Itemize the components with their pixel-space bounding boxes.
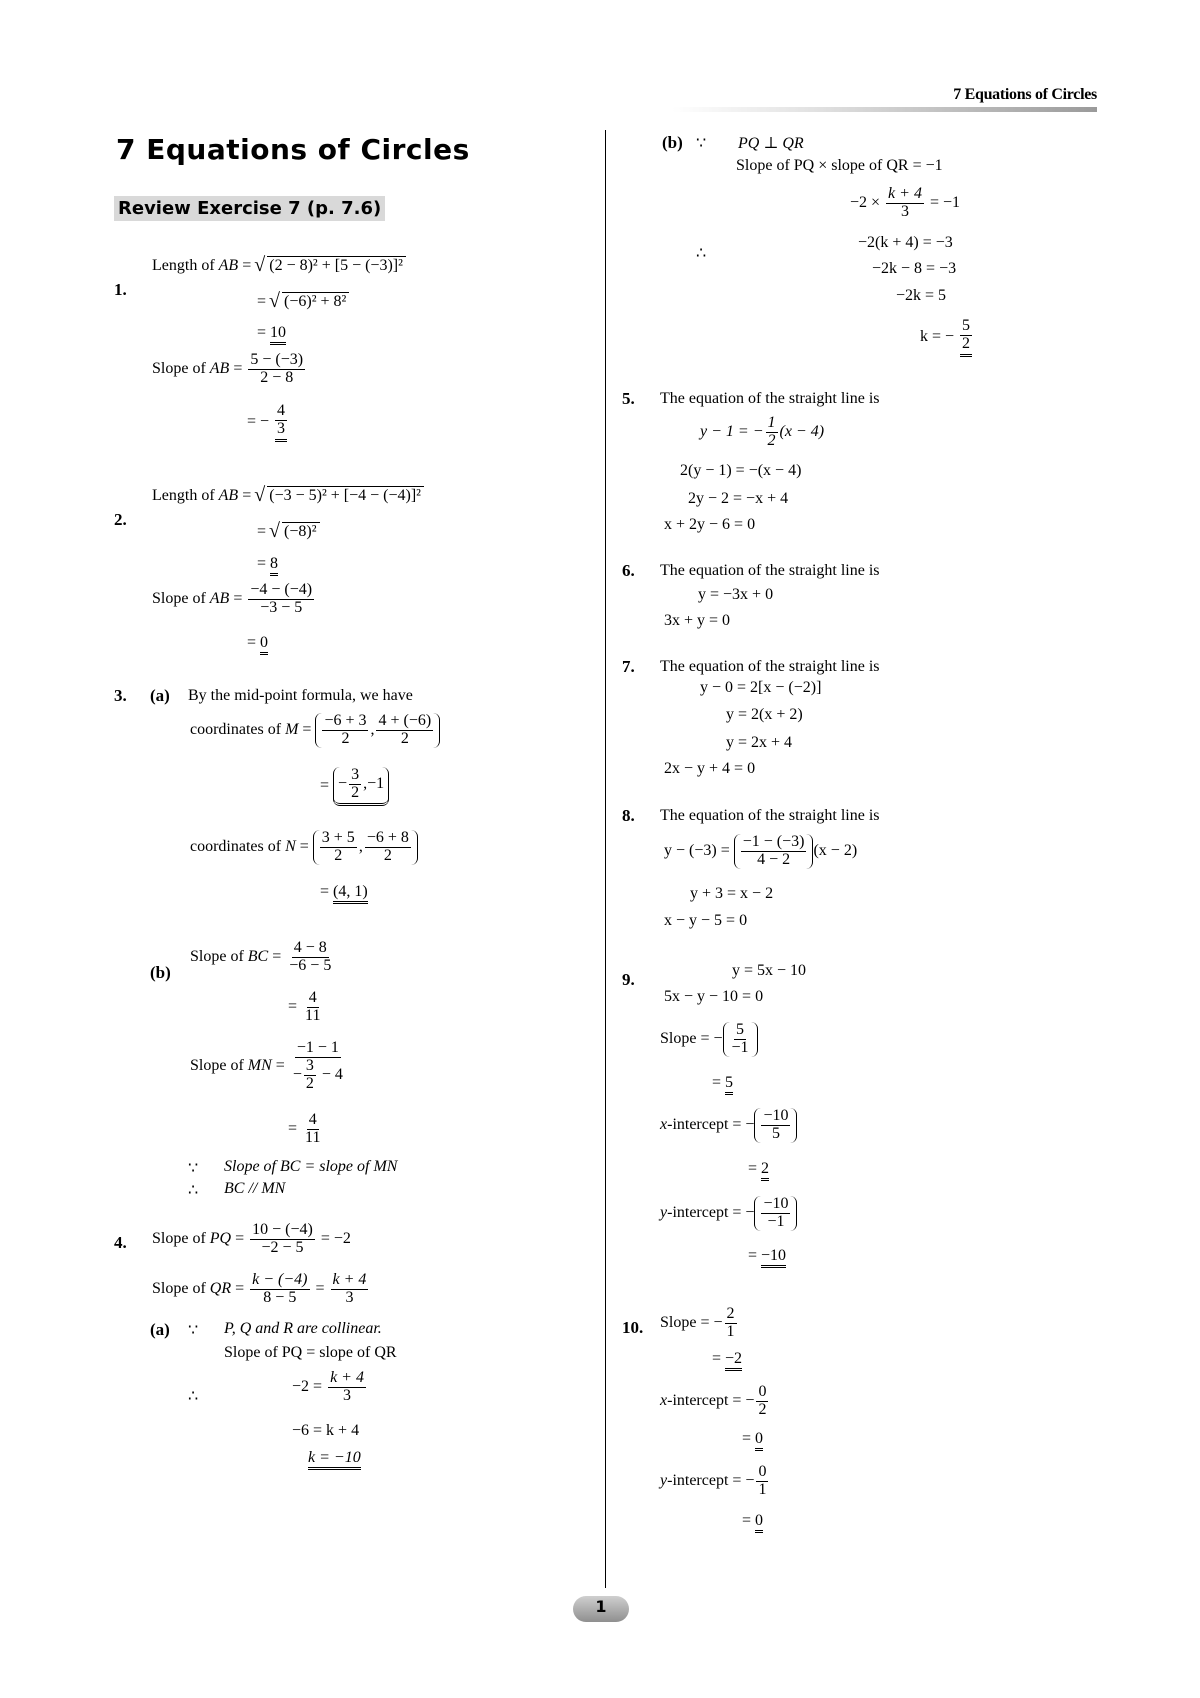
q4b-line5: −2k − 8 = −3	[872, 260, 957, 277]
q3-coord-m-answer: = − $\frac{3}{2}$ , −1	[320, 767, 389, 806]
q4-part-a: (a)	[150, 1320, 170, 1339]
q4b-line2: Slope of PQ × slope of QR = −1	[736, 157, 943, 174]
because-symbol: ∵	[188, 1322, 199, 1339]
q4-slope-qr: Slope of QR = $\frac{k - (-4)}{8 - 5}$ = $\frac{k + 4}{3}$	[152, 1271, 367, 1306]
q3-part-a: (a)	[150, 686, 170, 705]
q5-line2: 2(y − 1) = −(x − 4)	[680, 462, 802, 479]
q7-intro: The equation of the straight line is	[660, 658, 880, 675]
q4b-line6: −2k = 5	[896, 287, 947, 304]
q4a-line2: −6 = k + 4	[292, 1422, 360, 1439]
running-header: 7 Equations of Circles	[953, 86, 1097, 103]
header-rule	[672, 107, 1097, 112]
q4-part-b: (b)	[662, 133, 683, 152]
q4-collinear-text: P, Q and R are collinear.	[224, 1320, 382, 1337]
question-number-2: 2.	[114, 510, 127, 529]
q4a-answer: k = −10	[308, 1449, 361, 1467]
question-number-8: 8.	[622, 806, 635, 825]
q5-line4: x + 2y − 6 = 0	[664, 516, 756, 533]
q6-intro: The equation of the straight line is	[660, 562, 880, 579]
q9-x-intercept: x-intercept = − $\frac{-10}{5}$	[660, 1108, 797, 1143]
q8-intro: The equation of the straight line is	[660, 807, 880, 824]
q2-slope-answer: = 0	[247, 634, 268, 652]
q3-slope-bc-answer: = $\frac{4}{11}$	[288, 989, 321, 1024]
q10-x-intercept-answer: = 0	[742, 1430, 763, 1448]
question-number-7: 7.	[622, 657, 635, 676]
q3-coord-n: coordinates of N = $\frac{3 + 5}{2}$ , $\frac{-6 + 8}{2}$	[190, 830, 418, 865]
q5-line3: 2y − 2 = −x + 4	[688, 490, 789, 507]
chapter-title: 7 Equations of Circles	[116, 133, 470, 166]
q10-x-intercept: x-intercept = − $\frac{0}{2}$	[660, 1383, 767, 1418]
page-number: 1	[595, 1597, 607, 1616]
q1-length-line1: Length of AB = √ (2 − 8)² + [5 − (−3)]²	[152, 256, 406, 275]
q4b-line4: −2(k + 4) = −3	[858, 234, 953, 251]
q3-part-b: (b)	[150, 963, 171, 982]
q9-x-intercept-answer: = 2	[748, 1160, 769, 1178]
q8-line2: y + 3 = x − 2	[690, 885, 774, 902]
q9-line2: 5x − y − 10 = 0	[664, 988, 764, 1005]
question-number-5: 5.	[622, 389, 635, 408]
q1-slope-answer: = − $\frac{4}{3}$	[247, 403, 289, 442]
q4b-perpendicular: PQ ⊥ QR	[738, 135, 804, 152]
q4b-line3: −2 × $\frac{k + 4}{3}$ = −1	[850, 185, 960, 220]
q9-slope-answer: = 5	[712, 1074, 733, 1092]
q3-parallel-conclusion: BC // MN	[224, 1180, 286, 1197]
therefore-symbol: ∴	[696, 245, 707, 262]
q8-line3: x − y − 5 = 0	[664, 912, 748, 929]
q8-line1: y − (−3) = $\frac{-1 - (-3)}{4 - 2}$ (x − 2)	[664, 833, 858, 868]
q2-length-line1: Length of AB = √ (−3 − 5)² + [−4 − (−4)]²	[152, 486, 424, 505]
column-divider	[605, 130, 606, 1588]
q1-length-line2: = √ (−6)² + 8²	[257, 292, 349, 311]
q10-slope-answer: = −2	[712, 1350, 742, 1368]
q1-slope-line1: Slope of AB = $\frac{5 - (-3)}{2 - 8}$	[152, 351, 304, 386]
q7-line4: 2x − y + 4 = 0	[664, 760, 756, 777]
q6-line1: y = −3x + 0	[698, 586, 774, 603]
q3-midpoint-text: By the mid-point formula, we have	[188, 687, 413, 704]
q3-coord-n-answer: = (4, 1)	[320, 883, 368, 901]
q3-slope-mn-answer: = $\frac{4}{11}$	[288, 1111, 321, 1146]
q1-length-answer: = 10	[257, 324, 286, 342]
question-number-3: 3.	[114, 686, 127, 705]
q3-slope-mn: Slope of MN = −1 − 1 − $\frac{3}{2}$ − 4	[190, 1039, 343, 1092]
q9-y-intercept: y-intercept = − $\frac{-10}{-1}$	[660, 1196, 797, 1231]
q4-slopes-equal: Slope of PQ = slope of QR	[224, 1344, 397, 1361]
question-number-6: 6.	[622, 561, 635, 580]
q4a-line1: −2 = $\frac{k + 4}{3}$	[292, 1369, 364, 1404]
q5-intro: The equation of the straight line is	[660, 390, 880, 407]
q4-slope-pq: Slope of PQ = $\frac{10 - (-4)}{-2 - 5}$ = −2	[152, 1221, 351, 1256]
q3-equal-slopes: Slope of BC = slope of MN	[224, 1158, 398, 1175]
q3-slope-bc: Slope of BC = $\frac{4 - 8}{-6 - 5}$	[190, 939, 332, 974]
q7-line2: y = 2(x + 2)	[726, 706, 803, 723]
because-symbol: ∵	[696, 135, 707, 152]
q4b-answer: k = − $\frac{5}{2}$	[920, 318, 974, 357]
question-number-9: 9.	[622, 970, 635, 989]
q10-y-intercept: y-intercept = − $\frac{0}{1}$	[660, 1463, 767, 1498]
q2-length-answer: = 8	[257, 555, 278, 573]
q7-line3: y = 2x + 4	[726, 734, 793, 751]
q5-line1: y − 1 = − $\frac{1}{2}$ (x − 4)	[700, 414, 825, 449]
question-number-1: 1.	[114, 280, 127, 299]
therefore-symbol: ∴	[188, 1182, 199, 1199]
q10-y-intercept-answer: = 0	[742, 1512, 763, 1530]
question-number-4: 4.	[114, 1233, 127, 1252]
q3-coord-m: coordinates of M = $\frac{-6 + 3}{2}$ , $\frac{4 + (-6)}{2}$	[190, 713, 440, 748]
section-heading: Review Exercise 7 (p. 7.6)	[114, 196, 385, 221]
question-number-10: 10.	[622, 1318, 644, 1337]
q6-line2: 3x + y = 0	[664, 612, 731, 629]
q2-length-line2: = √ (−8)²	[257, 522, 320, 541]
q7-line1: y − 0 = 2[x − (−2)]	[700, 679, 822, 696]
therefore-symbol: ∴	[188, 1388, 199, 1405]
because-symbol: ∵	[188, 1160, 199, 1177]
q9-y-intercept-answer: = −10	[748, 1247, 786, 1265]
q9-line1: y = 5x − 10	[732, 962, 807, 979]
q9-slope: Slope = − $\frac{5}{-1}$	[660, 1022, 758, 1057]
q2-slope-line1: Slope of AB = $\frac{-4 - (-4)}{-3 - 5}$	[152, 581, 313, 616]
q10-slope: Slope = − $\frac{2}{1}$	[660, 1305, 735, 1340]
